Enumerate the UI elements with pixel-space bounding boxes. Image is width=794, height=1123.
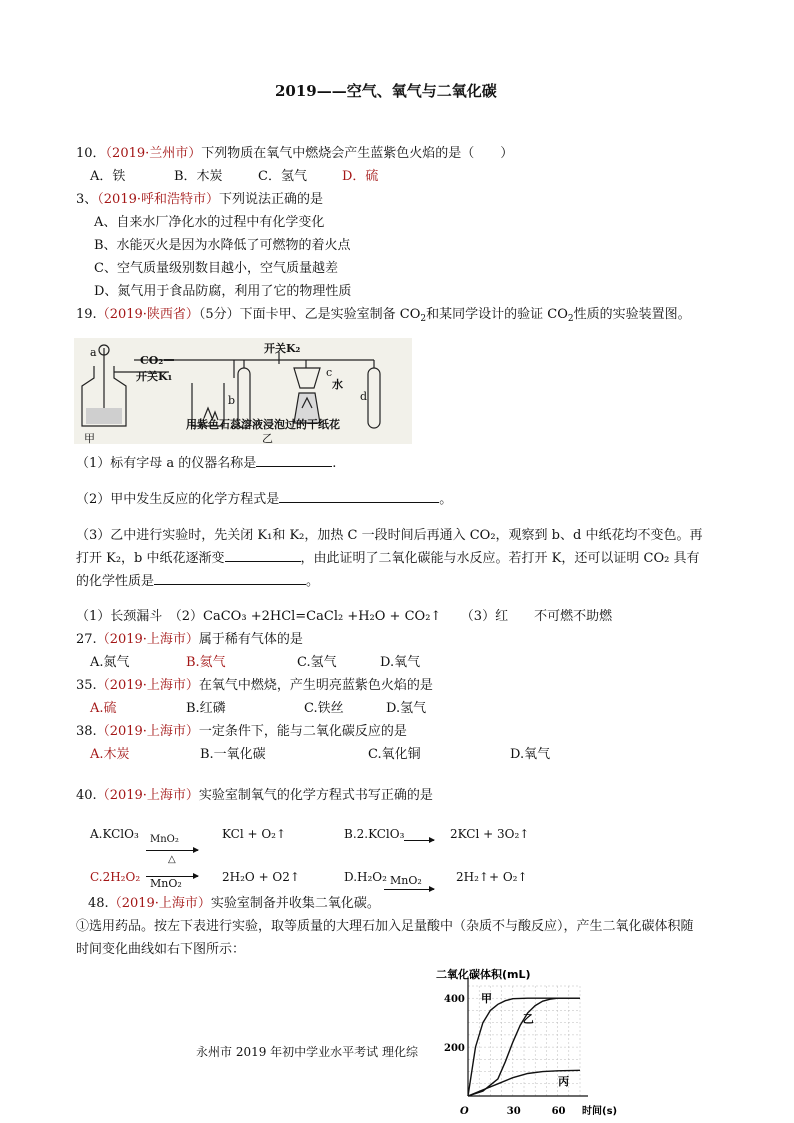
tube-d xyxy=(368,368,380,428)
q48-line-1: ①选用药品。按左下表进行实验，取等质量的大理石加入足量酸中（杂质不与酸反应），产生二氧化碳体积随 xyxy=(76,919,694,934)
question-source: （2019·上海市） xyxy=(96,632,199,647)
q27-option-a: A.氮气 xyxy=(90,655,130,670)
series-label: 甲 xyxy=(480,991,492,1005)
page-title: 2019——空气、氧气与二氧化碳 xyxy=(275,82,497,100)
q35-option-d: D.氢气 xyxy=(386,701,427,716)
q40-d-right: 2H₂↑+ O₂↑ xyxy=(456,870,528,884)
q35-option-b: B.红磷 xyxy=(186,701,226,716)
q3-option-d: D、氮气用于食品防腐，利用了它的物理性质 xyxy=(94,284,352,299)
question-source: （2019·上海市） xyxy=(96,724,199,739)
label-co2: CO₂ xyxy=(140,354,164,367)
q35-option-c: C.铁丝 xyxy=(304,701,344,716)
question-40: 40.（2019·上海市）实验室制氧气的化学方程式书写正确的是 xyxy=(76,788,433,803)
reaction-arrow xyxy=(146,850,198,851)
q40-c-condition: MnO₂ xyxy=(150,877,182,890)
answer-blank[interactable] xyxy=(225,549,301,562)
question-number: 10． xyxy=(76,146,106,161)
q19-part-3-line-3: 的化学性质是 。 xyxy=(76,574,320,589)
question-10 xyxy=(76,142,513,161)
q10-option-d: D．硫 xyxy=(342,169,379,184)
question-source: （2019·上海市） xyxy=(108,896,211,911)
x-tick-label: O xyxy=(460,1106,469,1116)
label-jia: 甲 xyxy=(84,432,95,445)
q19-part-3-line-2: 打开 K₂，b 中纸花逐渐变 ，由此证明了二氧化碳能与水反应。若打开 K，还可以证明 CO₂ 具有 xyxy=(76,551,700,566)
question-19: 19.（2019·陕西省）（5分）下面卡甲、乙是实验室制备 $CO_2$和某同学设计的验证 $CO_2$性质的实验装置图。 xyxy=(76,307,691,324)
question-stem: 下列物质在氧气中燃烧会产生蓝紫色火焰的是（ ） xyxy=(201,146,514,161)
q40-a-right: KCl + O₂↑ xyxy=(222,827,287,841)
question-source: （2019·兰州市） xyxy=(105,146,202,161)
q35-option-a: A.硫 xyxy=(90,701,117,716)
q10-option-c: C．氢气 xyxy=(258,169,307,184)
question-source: （2019·上海市） xyxy=(96,678,199,693)
question-35: 35.（2019·上海市）在氧气中燃烧，产生明亮蓝紫色火焰的是 xyxy=(76,678,433,693)
q40-a-left: A.KClO₃ xyxy=(90,827,139,841)
x-tick-label: 60 xyxy=(551,1106,566,1116)
q38-option-d: D.氧气 xyxy=(510,747,551,762)
co2-chart-svg xyxy=(430,966,630,1116)
question-48: 48.（2019·上海市）实验室制备并收集二氧化碳。 xyxy=(88,896,380,911)
label-k1: 开关K₁ xyxy=(136,370,173,383)
q3-option-b: B、水能灭火是因为水降低了可燃物的着火点 xyxy=(94,238,351,253)
reaction-arrow xyxy=(384,889,434,890)
chart-title: 二氧化碳体积(mL) xyxy=(436,968,531,981)
q3-option-c: C、空气质量级别数目越小，空气质量越差 xyxy=(94,261,338,276)
answer-blank[interactable] xyxy=(154,572,306,585)
question-27: 27.（2019·上海市）属于稀有气体的是 xyxy=(76,632,303,647)
q40-d-condition: MnO₂ xyxy=(390,874,422,887)
q27-option-d: D.氧气 xyxy=(380,655,421,670)
x-tick-label: 30 xyxy=(506,1106,521,1116)
reaction-arrow xyxy=(404,840,434,841)
question-source: （2019·呼和浩特市） xyxy=(97,192,219,207)
q10-option-b: B．木炭 xyxy=(174,169,223,184)
q40-b-right: 2KCl + 3O₂↑ xyxy=(450,827,530,841)
label-c: c xyxy=(326,366,333,379)
label-d: d xyxy=(360,390,368,403)
q48-line-2: 时间变化曲线如右下图所示： xyxy=(76,942,246,957)
q27-option-b: B.氦气 xyxy=(186,655,226,670)
q40-b-left: B.2.KClO₃ xyxy=(344,827,405,841)
q27-option-c: C.氢气 xyxy=(297,655,337,670)
question-38: 38.（2019·上海市）一定条件下，能与二氧化碳反应的是 xyxy=(76,724,407,739)
q19-part-1: （1）标有字母 a 的仪器名称是 . xyxy=(76,456,337,471)
question-number: 19. xyxy=(76,307,97,322)
q40-c-right: 2H₂O + O2↑ xyxy=(222,870,300,884)
question-stem: （5分）下面卡甲、乙是实验室制备 CO xyxy=(198,307,421,322)
y-tick-label: 400 xyxy=(444,994,465,1006)
question-source: （2019·上海市） xyxy=(96,788,199,803)
label-k2: 开关K₂ xyxy=(264,342,301,355)
q19-answer: （1）长颈漏斗 （2）CaCO₃ +2HCl=CaCl₂ +H₂O + CO₂↑ （3）红 不可燃不助燃 xyxy=(76,609,613,624)
flask-c xyxy=(294,360,320,388)
q10-option-a: A．铁 xyxy=(90,169,126,184)
q19-part-3-line-1: （3）乙中进行实验时，先关闭 K₁和 K₂，加热 C 一段时间后再通入 CO₂，观察到 b、d 中纸花均不变色。再 xyxy=(76,528,703,543)
label-flower: 用紫色石蕊溶液浸泡过的干纸花 xyxy=(186,418,340,431)
co2-chart xyxy=(430,966,630,1116)
y-tick-label: 200 xyxy=(444,1043,465,1055)
label-a: a xyxy=(90,346,97,359)
label-yi: 乙 xyxy=(262,432,273,445)
series-label: 丙 xyxy=(558,1074,570,1088)
label-b: b xyxy=(228,394,236,407)
answer-blank[interactable] xyxy=(279,490,439,503)
x-axis-label: 时间(s) xyxy=(582,1106,618,1116)
q38-option-a: A.木炭 xyxy=(90,747,130,762)
question-stem: 下列说法正确的是 xyxy=(219,192,324,207)
apparatus-figure xyxy=(74,338,412,444)
q40-d-left: D.H₂O₂ xyxy=(344,870,387,884)
question-number: 3、 xyxy=(76,192,98,207)
question-source: （2019·陕西省） xyxy=(96,307,199,322)
q3-option-a: A、自来水厂净化水的过程中有化学变化 xyxy=(94,215,325,230)
answer-blank[interactable] xyxy=(256,454,332,467)
q40-c-left: C.2H₂O₂ xyxy=(90,870,141,884)
q38-option-b: B.一氧化碳 xyxy=(200,747,266,762)
q38-option-c: C.氧化铜 xyxy=(368,747,421,762)
footer-text: 永州市 2019 年初中学业水平考试 理化综 xyxy=(196,1045,418,1059)
series-label: 乙 xyxy=(522,1012,534,1026)
q40-a-heat: △ xyxy=(168,854,176,865)
question-3 xyxy=(76,188,323,207)
q40-a-condition: MnO₂ xyxy=(150,834,179,845)
q19-part-2: （2）甲中发生反应的化学方程式是 。 xyxy=(76,492,453,507)
label-water: 水 xyxy=(332,378,343,391)
